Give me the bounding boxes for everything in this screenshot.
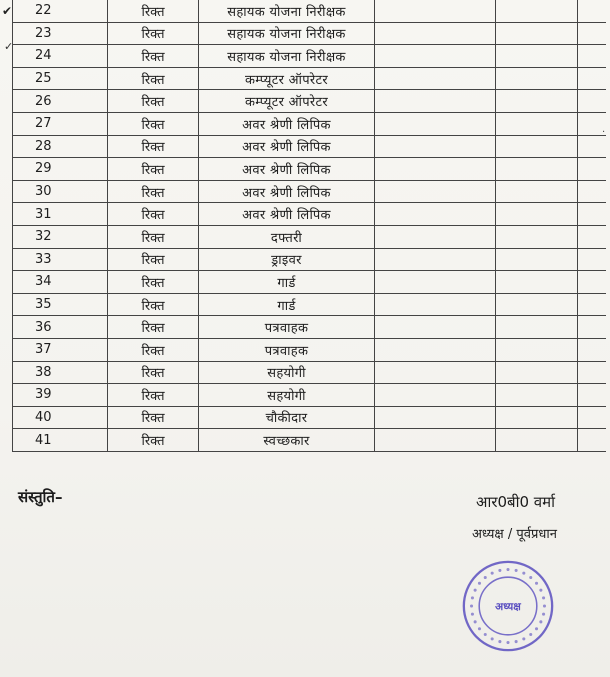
- row-empty-cell: [496, 90, 578, 113]
- row-empty-cell: [375, 338, 496, 361]
- table-row: [13, 271, 607, 294]
- row-post-name: सहायक योजना निरीक्षक: [199, 22, 375, 45]
- table-row: [13, 225, 607, 248]
- row-empty-cell: [496, 22, 578, 45]
- row-post-name: अवर श्रेणी लिपिक: [199, 112, 375, 135]
- row-status: रिक्त: [108, 203, 199, 226]
- row-post-name: चौकीदार: [199, 406, 375, 429]
- table-row: [13, 158, 607, 181]
- row-empty-cell: [578, 225, 607, 248]
- row-post-name: दफ्तरी: [199, 225, 375, 248]
- row-empty-cell: [578, 248, 607, 271]
- row-empty-cell: [375, 384, 496, 407]
- row-number: 25: [13, 67, 108, 90]
- row-empty-cell: [496, 338, 578, 361]
- row-empty-cell: [375, 429, 496, 452]
- row-post-name: सहयोगी: [199, 384, 375, 407]
- table-row: [13, 293, 607, 316]
- corner-mark: ✔: [2, 4, 13, 18]
- table-row: [13, 112, 607, 135]
- row-number: 27: [13, 112, 108, 135]
- margin-tick-right: ·: [602, 127, 606, 138]
- row-empty-cell: [375, 180, 496, 203]
- row-empty-cell: [375, 158, 496, 181]
- row-status: रिक्त: [108, 67, 199, 90]
- row-post-name: कम्प्यूटर ऑपरेटर: [199, 67, 375, 90]
- row-status: रिक्त: [108, 135, 199, 158]
- row-empty-cell: [375, 248, 496, 271]
- row-empty-cell: [496, 0, 578, 22]
- row-empty-cell: [578, 180, 607, 203]
- row-status: रिक्त: [108, 90, 199, 113]
- row-empty-cell: [578, 0, 607, 22]
- row-post-name: अवर श्रेणी लिपिक: [199, 180, 375, 203]
- row-post-name: गार्ड: [199, 293, 375, 316]
- row-status: रिक्त: [108, 248, 199, 271]
- table-row: [13, 248, 607, 271]
- row-empty-cell: [375, 293, 496, 316]
- row-empty-cell: [375, 112, 496, 135]
- recommendation-label: संस्तुति–: [18, 488, 63, 506]
- row-number: 28: [13, 135, 108, 158]
- row-number: 40: [13, 406, 108, 429]
- row-number: 24: [13, 45, 108, 68]
- row-empty-cell: [578, 22, 607, 45]
- row-empty-cell: [496, 293, 578, 316]
- row-status: रिक्त: [108, 112, 199, 135]
- row-empty-cell: [375, 316, 496, 339]
- row-empty-cell: [496, 112, 578, 135]
- row-number: 37: [13, 338, 108, 361]
- row-empty-cell: [496, 225, 578, 248]
- row-empty-cell: [375, 0, 496, 22]
- row-empty-cell: [375, 406, 496, 429]
- row-empty-cell: [578, 203, 607, 226]
- row-post-name: अवर श्रेणी लिपिक: [199, 158, 375, 181]
- signer-name: आर0बी0 वर्मा: [476, 493, 555, 511]
- row-status: रिक्त: [108, 316, 199, 339]
- row-status: रिक्त: [108, 429, 199, 452]
- row-number: 36: [13, 316, 108, 339]
- row-empty-cell: [375, 135, 496, 158]
- row-post-name: पत्रवाहक: [199, 338, 375, 361]
- seal-center-text: अध्यक्ष: [495, 600, 521, 613]
- row-status: रिक्त: [108, 338, 199, 361]
- row-number: 29: [13, 158, 108, 181]
- row-empty-cell: [496, 248, 578, 271]
- signer-title: अध्यक्ष / पूर्वप्रधान: [472, 527, 557, 542]
- row-number: 30: [13, 180, 108, 203]
- row-empty-cell: [496, 361, 578, 384]
- row-empty-cell: [496, 316, 578, 339]
- row-post-name: सहयोगी: [199, 361, 375, 384]
- row-number: 22: [13, 0, 108, 22]
- row-post-name: सहायक योजना निरीक्षक: [199, 45, 375, 68]
- row-status: रिक्त: [108, 406, 199, 429]
- table-row: [13, 338, 607, 361]
- row-empty-cell: [496, 135, 578, 158]
- table-row: [13, 406, 607, 429]
- row-status: रिक्त: [108, 180, 199, 203]
- row-empty-cell: [578, 45, 607, 68]
- row-status: रिक्त: [108, 0, 199, 22]
- posts-table-body: [13, 0, 607, 451]
- row-empty-cell: [578, 361, 607, 384]
- table-row: [13, 67, 607, 90]
- row-status: रिक्त: [108, 225, 199, 248]
- row-post-name: सहायक योजना निरीक्षक: [199, 0, 375, 22]
- row-empty-cell: [496, 271, 578, 294]
- table-row: [13, 135, 607, 158]
- row-empty-cell: [496, 158, 578, 181]
- row-post-name: पत्रवाहक: [199, 316, 375, 339]
- row-post-name: ड्राइवर: [199, 248, 375, 271]
- margin-tick-left: ✓: [4, 40, 14, 53]
- row-number: 32: [13, 225, 108, 248]
- row-status: रिक्त: [108, 271, 199, 294]
- row-empty-cell: [578, 429, 607, 452]
- row-status: रिक्त: [108, 384, 199, 407]
- row-empty-cell: [375, 45, 496, 68]
- row-number: 26: [13, 90, 108, 113]
- row-empty-cell: [496, 67, 578, 90]
- row-post-name: अवर श्रेणी लिपिक: [199, 135, 375, 158]
- row-empty-cell: [375, 271, 496, 294]
- table-row: [13, 45, 607, 68]
- posts-table: [12, 0, 606, 452]
- row-empty-cell: [496, 384, 578, 407]
- row-number: 31: [13, 203, 108, 226]
- table-row: [13, 90, 607, 113]
- row-post-name: अवर श्रेणी लिपिक: [199, 203, 375, 226]
- row-empty-cell: [578, 384, 607, 407]
- table-row: [13, 429, 607, 452]
- table-row: [13, 361, 607, 384]
- row-empty-cell: [578, 293, 607, 316]
- row-status: रिक्त: [108, 293, 199, 316]
- row-status: रिक्त: [108, 361, 199, 384]
- row-number: 33: [13, 248, 108, 271]
- table-row: [13, 316, 607, 339]
- row-empty-cell: [578, 67, 607, 90]
- row-post-name: स्वच्छकार: [199, 429, 375, 452]
- row-number: 41: [13, 429, 108, 452]
- row-status: रिक्त: [108, 22, 199, 45]
- row-empty-cell: [496, 45, 578, 68]
- row-empty-cell: [578, 406, 607, 429]
- row-empty-cell: [496, 429, 578, 452]
- row-number: 23: [13, 22, 108, 45]
- row-status: रिक्त: [108, 45, 199, 68]
- row-number: 35: [13, 293, 108, 316]
- row-empty-cell: [578, 158, 607, 181]
- row-number: 34: [13, 271, 108, 294]
- row-number: 39: [13, 384, 108, 407]
- row-empty-cell: [578, 135, 607, 158]
- row-empty-cell: [375, 67, 496, 90]
- table-row: [13, 0, 607, 22]
- row-empty-cell: [578, 112, 607, 135]
- row-empty-cell: [578, 90, 607, 113]
- row-empty-cell: [375, 22, 496, 45]
- row-number: 38: [13, 361, 108, 384]
- row-status: रिक्त: [108, 158, 199, 181]
- table-row: [13, 203, 607, 226]
- row-post-name: गार्ड: [199, 271, 375, 294]
- row-empty-cell: [578, 271, 607, 294]
- row-empty-cell: [375, 225, 496, 248]
- row-post-name: कम्प्यूटर ऑपरेटर: [199, 90, 375, 113]
- official-seal-stamp: [460, 558, 556, 654]
- row-empty-cell: [578, 338, 607, 361]
- row-empty-cell: [496, 203, 578, 226]
- row-empty-cell: [375, 203, 496, 226]
- row-empty-cell: [375, 90, 496, 113]
- row-empty-cell: [578, 316, 607, 339]
- table-row: [13, 22, 607, 45]
- row-empty-cell: [496, 180, 578, 203]
- row-empty-cell: [496, 406, 578, 429]
- table-row: [13, 384, 607, 407]
- table-row: [13, 180, 607, 203]
- row-empty-cell: [375, 361, 496, 384]
